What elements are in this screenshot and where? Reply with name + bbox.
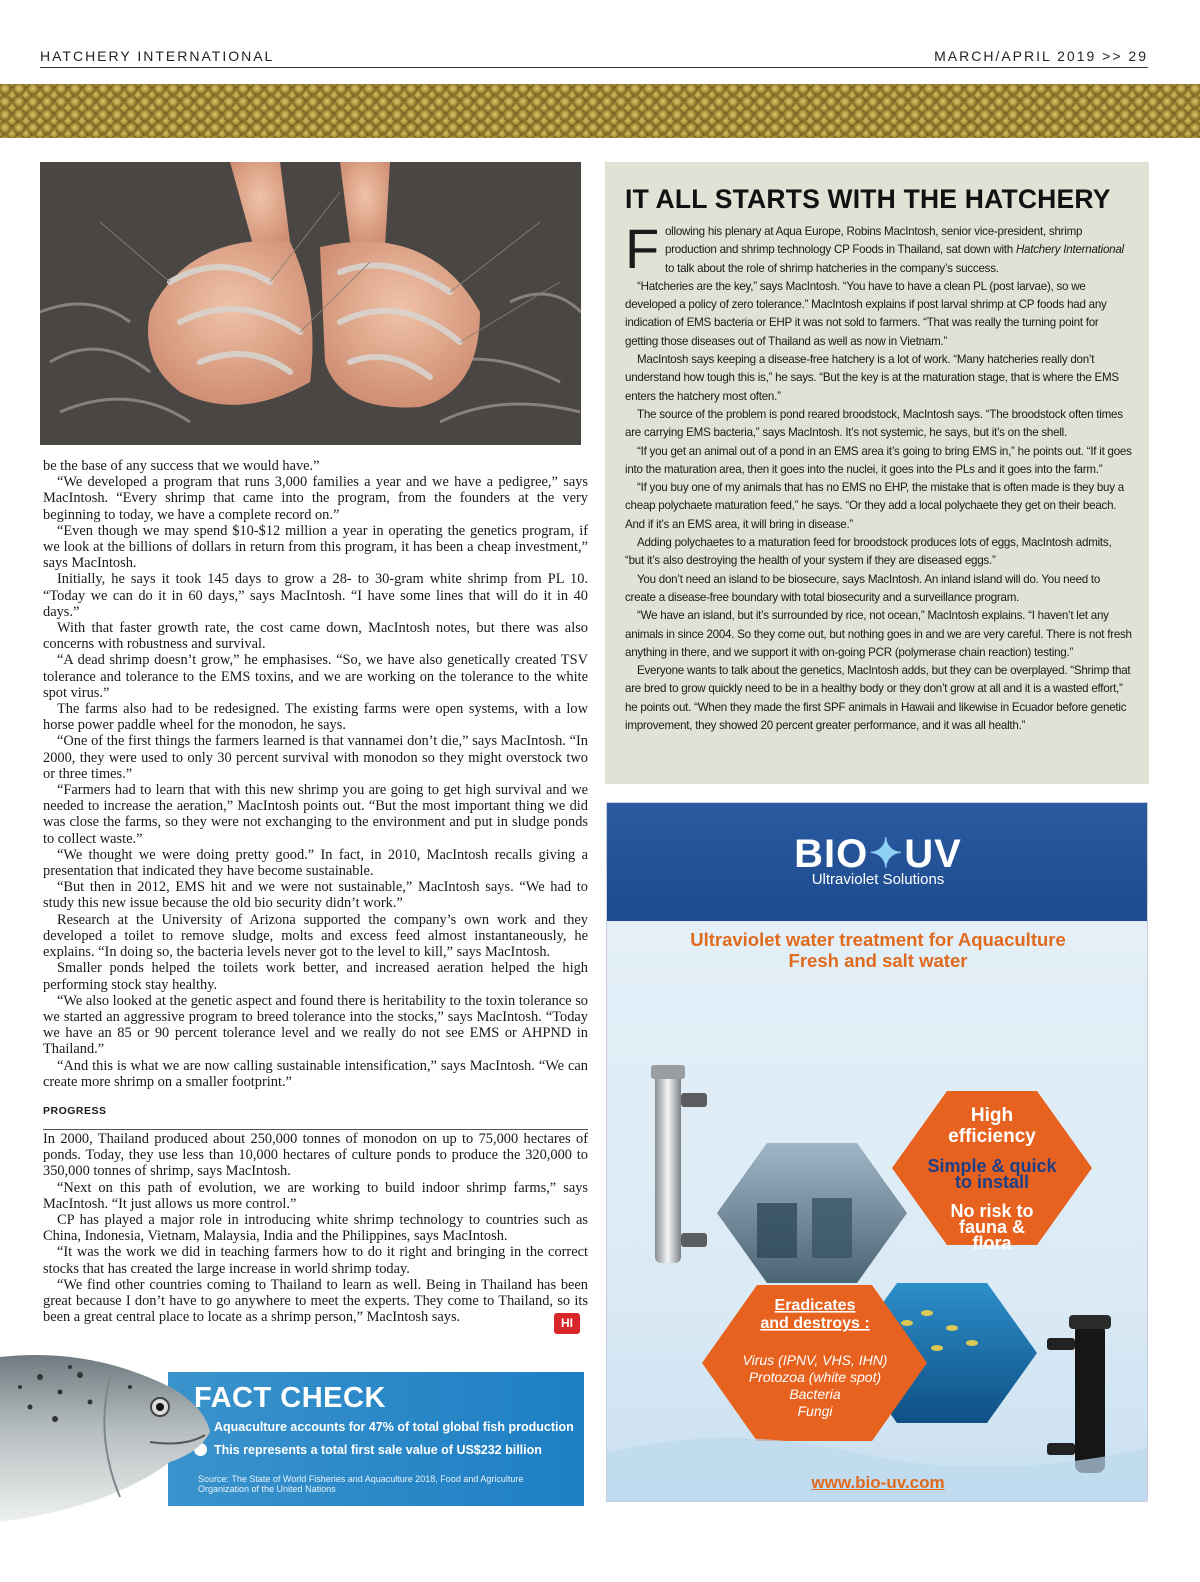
publication-name: HATCHERY INTERNATIONAL bbox=[40, 48, 275, 64]
eradicates-label: and destroys : bbox=[760, 1315, 870, 1332]
sidebar-text: to talk about the role of shrimp hatcheries in the company’s success. bbox=[664, 261, 999, 275]
benefit-text: efficiency bbox=[948, 1126, 1036, 1147]
progress-section-body bbox=[43, 1131, 588, 1325]
article-paragraph: CP has played a major role in introducing white shrimp technology to countries such as China, Indonesia, Vietnam, Malaysia, India and the Philippines, says MacIntosh. bbox=[43, 1212, 588, 1245]
fact-item bbox=[194, 1420, 574, 1434]
article-paragraph: “And this is what we are now calling sustainable intensification,” says MacIntosh. “We can create more shrimp on a smaller footprint.” bbox=[43, 1057, 588, 1090]
fact-text: This represents a total first sale value of US$232 billion bbox=[214, 1443, 542, 1457]
article-paragraph: “We find other countries coming to Thailand to learn as well. Being in Thailand has been great because I don’t have to go anywhere to meet the experts. They come to Thailand, so its been a great central place to locate as a shrimp person,” MacIntosh says. bbox=[43, 1276, 588, 1326]
bio-uv-advertisement bbox=[606, 802, 1148, 1502]
benefit-text: to install bbox=[954, 1172, 1030, 1192]
benefit-text: High bbox=[970, 1105, 1014, 1126]
uv-reactor-black-icon bbox=[1047, 1315, 1111, 1473]
progress-subheading: PROGRESS bbox=[43, 1105, 588, 1130]
ad-headline-line: Ultraviolet water treatment for Aquaculture bbox=[690, 929, 1066, 950]
fact-item bbox=[194, 1443, 574, 1457]
ad-tagline: Ultraviolet Solutions bbox=[811, 871, 945, 888]
feed-pellets-banner bbox=[0, 84, 1200, 138]
sidebar-body bbox=[625, 217, 1132, 735]
fact-list bbox=[194, 1420, 574, 1466]
sidebar-paragraph: Everyone wants to talk about the genetics, MacIntosh adds, but they can be overplayed. “Shrimp that are bred to grow quickly need to be in a healthy body or they don’t grow at all and it is a wasted effort,” he points out. “When they made the first SPF animals in Hawaii and likewise in Ecuador before genetic improvement, they showed 20 percent greater performance, and it was all health.” bbox=[625, 664, 1131, 733]
target-item: Virus (IPNV, VHS, IHN) bbox=[742, 1352, 888, 1368]
uv-reactor-steel-icon bbox=[651, 1065, 707, 1263]
sidebar-paragraph: You don’t need an island to be biosecure, says MacIntosh. An inland island will do. You need to create a disease-free boundary with total biosecurity and a surveillance program. bbox=[625, 572, 1101, 604]
article-paragraph: be the base of any success that we would have.” bbox=[43, 458, 320, 474]
eradicates-label: Eradicates bbox=[774, 1297, 856, 1314]
article-paragraph: “We developed a program that runs 3,000 families a year and we have a pedigree,” says MacIntosh. “Every shrimp that came into the program, from the founders at the very beginning to today, we have a complete record on.” bbox=[43, 474, 588, 523]
benefit-text: flora bbox=[972, 1233, 1012, 1253]
water-drop-icon: ✦ bbox=[869, 832, 904, 876]
article-paragraph: “Even though we may spend $10-$12 million a year in operating the genetics program, if we look at the billions of dollars in return from this program, it has been a cheap investment,” says MacIntosh. bbox=[43, 522, 588, 572]
article-paragraph: In 2000, Thailand produced about 250,000 tonnes of monodon on up to 75,000 hectares of ponds. Today, they use less than 10,000 hectares of culture ponds to produce the 320,000 to 350,000 tonnes of shrimp, says MacIntosh. bbox=[43, 1131, 588, 1180]
article-paragraph: “Next on this path of evolution, we are working to build indoor shrimp farms,” says MacIntosh. “It just allows us more control.” bbox=[43, 1179, 588, 1212]
article-paragraph: Smaller ponds helped the toilets work better, and increased aeration helped the high performing stock stay healthy. bbox=[43, 960, 588, 993]
sidebar-paragraph: “We have an island, but it’s surrounded by rice, not ocean,” MacIntosh explains. “I haven’t let any animals in since 2004. So they come out, but nothing goes in and we are very careful. There is not fresh anything in there, and we support it with on-going PCR (polymerase chain reaction) testing.” bbox=[625, 609, 1132, 659]
sidebar-paragraph: Adding polychaetes to a maturation feed for broodstock produces lots of eggs, MacIntosh admits, “but it’s also destroying the health of your system if they are diseased eggs.” bbox=[625, 536, 1112, 568]
ad-brand-banner bbox=[607, 803, 1148, 921]
logo-text-right: UV bbox=[904, 832, 962, 876]
article-paragraph: The farms also had to be redesigned. The existing farms were open systems, with a low horse power paddle wheel for the monodon, he says. bbox=[43, 701, 588, 734]
article-paragraph: Initially, he says it took 145 days to grow a 28- to 30-gram white shrimp from PL 10. “Today we can do it in 60 days,” says MacIntosh. “I have some lines that will do it in 40 days.” bbox=[43, 571, 588, 620]
sidebar-paragraph: The source of the problem is pond reared broodstock, MacIntosh says. “The broodstock often times are carrying EMS bacteria,” says MacIntosh. It’s not systemic, he says, but it’s on the shell. bbox=[625, 407, 1123, 440]
logo-text-left: BIO bbox=[794, 832, 869, 876]
article-paragraph: “But then in 2012, EMS hit and we were not sustainable,” MacIntosh says. “We had to study this new issue because the old bio security didn’t work.” bbox=[43, 879, 588, 912]
target-item: Fungi bbox=[797, 1403, 833, 1419]
target-item: Protozoa (white spot) bbox=[748, 1369, 882, 1385]
shrimp-in-hands-photo bbox=[40, 162, 581, 445]
sidebar-paragraph: “Hatcheries are the key,” says MacIntosh. “You have to have a clean PL (post larvae), so we developed a policy of zero tolerance.” MacIntosh explains if post larval shrimp at CP foods had any indication of EMS bacteria or EHP it was not sold to farmers. “That was really the turning point for getting those diseases out of Thailand as well as now in Vietnam.” bbox=[625, 279, 1107, 348]
ad-graphics bbox=[607, 953, 1148, 1502]
running-header bbox=[40, 46, 1148, 68]
fact-text: Aquaculture accounts for 47% of total global fish production bbox=[214, 1420, 574, 1434]
sidebar-paragraph: “If you buy one of my animals that has no EMS no EHP, the mistake that is often made is they buy a cheap polychaete maturation feed,” he says. “Or they add a local polychaete they get on their beach. And if it’s an EMS area, it will bring in disease.” bbox=[625, 481, 1124, 531]
fact-check-box bbox=[168, 1372, 584, 1506]
bio-uv-website-link[interactable]: www.bio-uv.com bbox=[811, 1473, 945, 1492]
issue-and-page: MARCH/APRIL 2019 >> 29 bbox=[934, 48, 1148, 64]
publication-mention: Hatchery International bbox=[1015, 243, 1124, 257]
benefit-text: No risk to bbox=[950, 1201, 1034, 1221]
article-paragraph: With that faster growth rate, the cost came down, MacIntosh notes, but there was also concerns with robustness and survival. bbox=[43, 620, 588, 653]
hatchery-sidebar bbox=[605, 162, 1149, 784]
drop-cap: F bbox=[625, 217, 659, 280]
salmon-head-illustration bbox=[0, 1347, 215, 1527]
sidebar-paragraph bbox=[625, 217, 1132, 280]
sidebar-title: IT ALL STARTS WITH THE HATCHERY bbox=[625, 184, 1111, 214]
article-paragraph: “We thought we were doing pretty good.” In fact, in 2010, MacIntosh recalls giving a presentation that indicated they have become sustainable. bbox=[43, 846, 588, 880]
shrimp-photo-illustration bbox=[40, 162, 581, 445]
article-paragraph: “One of the first things the farmers learned is that vannamei don’t die,” says MacIntosh. “In 2000, they were used to only 30 percent survival with monodon so they might overstock two or three times.” bbox=[43, 733, 588, 782]
article-paragraph: “Farmers had to learn that with this new shrimp you are going to get high survival and we needed to increase the aeration,” MacIntosh points out. “But the most important thing we did was close the farms, so they were not exchanging to the environment and put in sludge ponds to collect waste.” bbox=[43, 782, 588, 847]
article-paragraph: Research at the University of Arizona supported the company’s own work and they developed a toilet to remove sludge, molts and excess feed almost instantaneously, he explains. “In doing so, the bacteria levels never got to the level to kill,” says MacIntosh. bbox=[43, 911, 588, 961]
article-paragraph: “A dead shrimp doesn’t grow,” he emphasises. “So, we have also genetically created TSV tolerance and tolerance to the EMS toxins, and we are working on the tolerance to the white spot virus.” bbox=[43, 652, 588, 701]
benefit-text: fauna & bbox=[958, 1217, 1026, 1237]
ad-headline-line: Fresh and salt water bbox=[788, 950, 968, 971]
end-of-article-mark: HI bbox=[554, 1313, 580, 1334]
target-item: Bacteria bbox=[789, 1386, 841, 1402]
article-paragraph: “It was the work we did in teaching farmers how to do it right and bringing in the correct stocks that has created the large increase in world shrimp today. bbox=[43, 1244, 588, 1277]
sidebar-paragraph: “If you get an animal out of a pond in an EMS area it’s going to bring EMS in,” he points out. “If it goes into the maturation area, then it goes into the nuclei, it goes into the PLs and it goes into the farm.” bbox=[625, 444, 1132, 476]
article-paragraph: “We also looked at the genetic aspect and found there is heritability to the toxin tolerance so we started an aggressive program to breed tolerance into the stocks,” says MacIntosh. “Today we have an 85 or 90 percent tolerance level and we really do not see EMS or AHPND in Thailand.” bbox=[43, 992, 588, 1058]
sidebar-text: ollowing his plenary at Aqua Europe, Robins MacIntosh, senior vice-president, shrimp production and shrimp technology CP Foods in Thailand, sat down with bbox=[664, 225, 1083, 257]
fact-check-title: FACT CHECK bbox=[194, 1382, 386, 1414]
benefit-text: Simple & quick bbox=[927, 1156, 1057, 1176]
main-article-body bbox=[43, 458, 588, 1090]
sidebar-paragraph: MacIntosh says keeping a disease-free hatchery is a lot of work. “Many hatcheries really don’t understand how tough this is,” he says. “But the key is at the maturation stage, that is where the EMS enters the hatchery most often.” bbox=[625, 353, 1119, 403]
fact-source: Source: The State of World Fisheries and Aquaculture 2018, Food and Agriculture Organization of the United Nations bbox=[198, 1474, 524, 1494]
